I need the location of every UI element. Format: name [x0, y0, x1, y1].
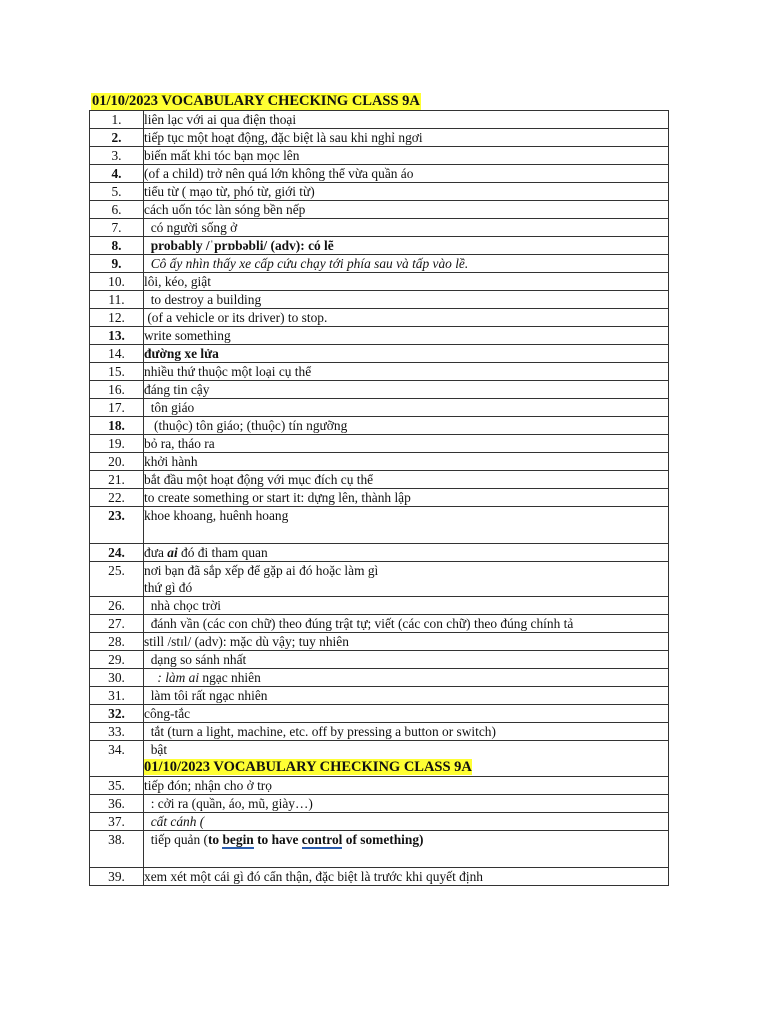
row-number: 22.: [90, 489, 144, 507]
row-text: write something: [144, 327, 669, 345]
table-row: [90, 633, 669, 651]
table-row: [90, 309, 669, 327]
table-row: [90, 327, 669, 345]
row-text: tiểu từ ( mạo từ, phó từ, giới từ): [144, 183, 669, 201]
row-number: 27.: [90, 615, 144, 633]
row-text: dạng so sánh nhất: [144, 651, 669, 669]
row-number: 39.: [90, 868, 144, 886]
row-number: 6.: [90, 201, 144, 219]
text-segment: tiếp quản (: [144, 832, 208, 847]
row-text: [144, 831, 669, 868]
table-row: [90, 687, 669, 705]
row-text: (thuộc) tôn giáo; (thuộc) tín ngưỡng: [144, 417, 669, 435]
row-number: 3.: [90, 147, 144, 165]
row-text: probably /ˈprɒbəbli/ (adv): có lẽ: [144, 237, 669, 255]
table-row: [90, 705, 669, 723]
table-row: [90, 597, 669, 615]
table-row: [90, 795, 669, 813]
row-number: 16.: [90, 381, 144, 399]
row-text: [144, 562, 669, 597]
table-row: [90, 201, 669, 219]
table-row: [90, 507, 669, 544]
table-row: [90, 345, 669, 363]
table-row: [90, 165, 669, 183]
row-number: 11.: [90, 291, 144, 309]
row-number: 26.: [90, 597, 144, 615]
row-number: 35.: [90, 777, 144, 795]
row-text: (of a vehicle or its driver) to stop.: [144, 309, 669, 327]
row-text: lôi, kéo, giật: [144, 273, 669, 291]
table-row: [90, 489, 669, 507]
row-text: to destroy a building: [144, 291, 669, 309]
row-number: 14.: [90, 345, 144, 363]
row-number: 21.: [90, 471, 144, 489]
text-segment-emphasis: ai: [167, 545, 178, 560]
row-number: 31.: [90, 687, 144, 705]
row-text: (of a child) trở nên quá lớn không thể vừa quần áo: [144, 165, 669, 183]
row-text: still /stɪl/ (adv): mặc dù vậy; tuy nhiên: [144, 633, 669, 651]
row-text: công-tắc: [144, 705, 669, 723]
table-row: [90, 219, 669, 237]
row-text: khởi hành: [144, 453, 669, 471]
text-segment-italic: : làm ai: [144, 670, 200, 685]
row-text: tiếp đón; nhận cho ở trọ: [144, 777, 669, 795]
row-number: 33.: [90, 723, 144, 741]
row-text: cất cánh (: [144, 813, 669, 831]
repeated-title-highlight: 01/10/2023 VOCABULARY CHECKING CLASS 9A: [144, 759, 472, 775]
row-number: 28.: [90, 633, 144, 651]
row-number: 32.: [90, 705, 144, 723]
table-row: [90, 111, 669, 129]
row-number: 1.: [90, 111, 144, 129]
row-text: Cô ấy nhìn thấy xe cấp cứu chạy tới phía sau và tấp vào lề.: [144, 255, 669, 273]
row-number: 23.: [90, 507, 144, 544]
table-row: [90, 363, 669, 381]
text-segment-bold: to: [207, 832, 223, 847]
text-segment: đưa: [144, 545, 168, 560]
row-number: 8.: [90, 237, 144, 255]
page-title: 01/10/2023 VOCABULARY CHECKING CLASS 9A: [92, 93, 420, 109]
row-number: 37.: [90, 813, 144, 831]
row-text: làm tôi rất ngạc nhiên: [144, 687, 669, 705]
row-number: 4.: [90, 165, 144, 183]
row-number: 30.: [90, 669, 144, 687]
row-text: [144, 741, 669, 777]
row-number: 18.: [90, 417, 144, 435]
row-text: nhiều thứ thuộc một loại cụ thể: [144, 363, 669, 381]
table-row: [90, 831, 669, 868]
row-number: 15.: [90, 363, 144, 381]
row-text: cách uốn tóc làn sóng bền nếp: [144, 201, 669, 219]
row-text: [144, 669, 669, 687]
table-row: [90, 471, 669, 489]
table-row: [90, 147, 669, 165]
row-text: đánh vần (các con chữ) theo đúng trật tự; viết (các con chữ) theo đúng chính tả: [144, 615, 669, 633]
row-number: 5.: [90, 183, 144, 201]
row-number: 34.: [90, 741, 144, 777]
row-number: 20.: [90, 453, 144, 471]
table-row: [90, 868, 669, 886]
row-text: tiếp tục một hoạt động, đặc biệt là sau khi nghỉ ngơi: [144, 129, 669, 147]
row-number: 29.: [90, 651, 144, 669]
row-text: tôn giáo: [144, 399, 669, 417]
row-text-line: bật: [144, 742, 168, 757]
table-row: [90, 741, 669, 777]
row-text: [144, 544, 669, 562]
row-text: đáng tin cậy: [144, 381, 669, 399]
row-text: có người sống ở: [144, 219, 669, 237]
row-number: 9.: [90, 255, 144, 273]
table-row: [90, 723, 669, 741]
row-text: : cởi ra (quần, áo, mũ, giày…): [144, 795, 669, 813]
row-text: biến mất khi tóc bạn mọc lên: [144, 147, 669, 165]
spellcheck-underlined-word: begin: [222, 832, 254, 847]
table-row: [90, 237, 669, 255]
table-row: [90, 381, 669, 399]
row-number: 19.: [90, 435, 144, 453]
table-row: [90, 129, 669, 147]
table-row: [90, 777, 669, 795]
table-row: [90, 562, 669, 597]
row-text: tắt (turn a light, machine, etc. off by pressing a button or switch): [144, 723, 669, 741]
row-number: 10.: [90, 273, 144, 291]
table-row: [90, 544, 669, 562]
row-text: liên lạc với ai qua điện thoại: [144, 111, 669, 129]
row-text: xem xét một cái gì đó cẩn thận, đặc biệt là trước khi quyết định: [144, 868, 669, 886]
row-number: 36.: [90, 795, 144, 813]
row-text: đường xe lửa: [144, 345, 669, 363]
row-text-line: thứ gì đó: [144, 580, 193, 595]
table-row: [90, 417, 669, 435]
vocabulary-table: [89, 110, 669, 886]
row-number: 13.: [90, 327, 144, 345]
row-number: 2.: [90, 129, 144, 147]
table-row: [90, 813, 669, 831]
row-text-line: nơi bạn đã sắp xếp để gặp ai đó hoặc làm gì: [144, 563, 379, 578]
table-row: [90, 399, 669, 417]
row-number: 38.: [90, 831, 144, 868]
row-text: bỏ ra, tháo ra: [144, 435, 669, 453]
row-text: bắt đầu một hoạt động với mục đích cụ thể: [144, 471, 669, 489]
row-text: to create something or start it: dựng lên, thành lập: [144, 489, 669, 507]
spellcheck-underlined-word: control: [301, 832, 343, 847]
table-row: [90, 183, 669, 201]
row-number: 24.: [90, 544, 144, 562]
table-row: [90, 669, 669, 687]
table-row: [90, 651, 669, 669]
row-number: 12.: [90, 309, 144, 327]
text-segment: ngạc nhiên: [199, 670, 261, 685]
text-segment-bold: of something): [342, 832, 424, 847]
row-text: nhà chọc trời: [144, 597, 669, 615]
row-number: 7.: [90, 219, 144, 237]
row-text: khoe khoang, huênh hoang: [144, 507, 669, 544]
table-row: [90, 291, 669, 309]
table-row: [90, 615, 669, 633]
table-row: [90, 435, 669, 453]
row-number: 25.: [90, 562, 144, 597]
row-number: 17.: [90, 399, 144, 417]
table-row: [90, 255, 669, 273]
text-segment-bold: to have: [253, 832, 302, 847]
table-row: [90, 273, 669, 291]
table-row: [90, 453, 669, 471]
text-segment: đó đi tham quan: [177, 545, 268, 560]
